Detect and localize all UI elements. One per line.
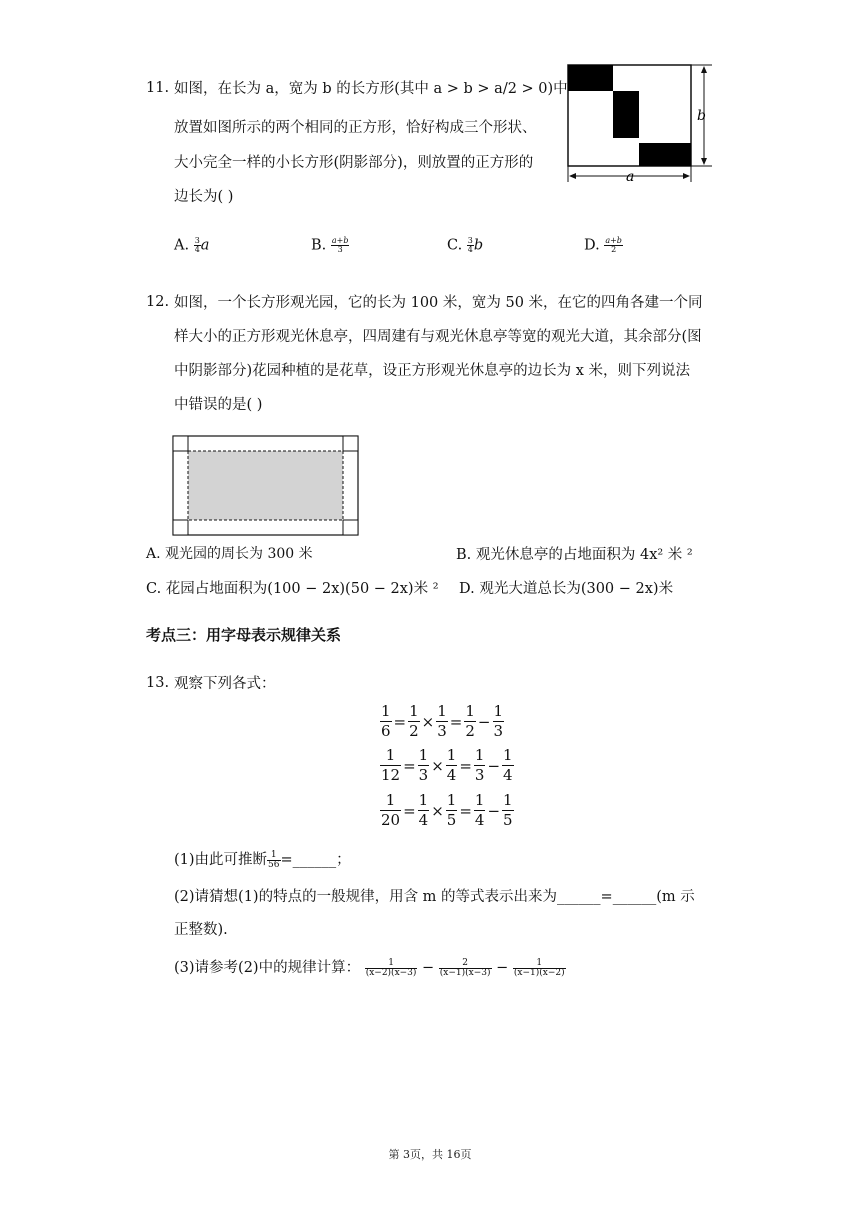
q12-option-c[interactable]: C. 花园占地面积为(100 − 2x)(50 − 2x)米 ²: [146, 581, 439, 597]
q12-figure: [172, 435, 360, 537]
pavilion-bottom-right: [343, 520, 358, 535]
q12-line-4: 中错误的是( ): [174, 397, 263, 413]
q11-option-c[interactable]: C. $\frac{3}{4}$ b: [447, 236, 484, 254]
page-footer: 第 3页，共 16页: [388, 1148, 472, 1161]
q12-line-3: 中阴影部分)花园种植的是花草，设正方形观光休息亭的边长为 x 米，则下列说法: [174, 363, 691, 379]
q11-option-a[interactable]: A. $\frac{3}{4}$ a: [174, 236, 210, 254]
q13-part-2-line-1: (2)请猜想(1)的特点的一般规律，用含 m 的等式表示出来为______=______(m 示: [174, 889, 695, 905]
q11-line-3: 大小完全一样的小长方形(阴影部分)，则放置的正方形的: [174, 155, 534, 171]
fraction: $\frac{3}{4}$: [467, 236, 473, 254]
label-b: b: [697, 108, 706, 124]
q13-part-3: (3)请参考(2)中的规律计算： $\frac{1}{(x-2)(x-3)}$ − $\frac{2}{(x-1)(x-3)}$ − $\frac{1}{(x-1)(x-2)}$: [174, 957, 565, 978]
fraction: $\frac{3}{4}$: [194, 236, 200, 254]
q11-option-b[interactable]: B. $\frac{a+b}{3}$: [311, 236, 349, 254]
fraction: $\frac{a+b}{3}$: [331, 236, 349, 254]
shaded-rect-2: [613, 91, 639, 138]
pavilion-top-right: [343, 436, 358, 451]
q13-number: 13.: [146, 675, 170, 691]
fraction: $\frac{a+b}{2}$: [605, 236, 622, 254]
q11-line-4: 边长为( ): [174, 189, 234, 205]
section-title: 考点三：用字母表示规律关系: [146, 626, 342, 644]
q13-part-2-line-2: 正整数).: [174, 922, 228, 938]
q11-figure: [562, 60, 722, 190]
garden-shaded-area: [188, 451, 343, 520]
q13-part-1: (1)由此可推断 $\frac{1}{56}$ =______；: [174, 849, 351, 870]
q12-option-d[interactable]: D. 观光大道总长为(300 − 2x)米: [459, 581, 674, 597]
q12-line-2: 样大小的正方形观光休息亭，四周建有与观光休息亭等宽的观光大道，其余部分(图: [174, 329, 702, 345]
q11-number: 11.: [146, 80, 170, 96]
q13-intro: 观察下列各式：: [174, 676, 276, 692]
q12-option-b[interactable]: B. 观光休息亭的占地面积为 4x² 米 ²: [456, 547, 693, 563]
q12-line-1: 如图，一个长方形观光园，它的长为 100 米，宽为 50 米，在它的四角各建一个同: [174, 295, 703, 311]
label-a: a: [626, 169, 635, 185]
equation-row-2: $\frac{1}{12}$ = $\frac{1}{3}$ × $\frac{1}{4}$ = $\frac{1}{3}$ − $\frac{1}{4}$: [381, 746, 513, 784]
q11-line-1: 如图，在长为 a，宽为 b 的长方形(其中 a > b > a/2 > 0)中: [174, 81, 568, 97]
shaded-rect-1: [568, 65, 613, 91]
shaded-rect-3: [639, 143, 691, 166]
equation-row-3: $\frac{1}{20}$ = $\frac{1}{4}$ × $\frac{1}{5}$ = $\frac{1}{4}$ − $\frac{1}{5}$: [381, 791, 513, 829]
q12-number: 12.: [146, 294, 170, 310]
pavilion-top-left: [173, 436, 188, 451]
pavilion-bottom-left: [173, 520, 188, 535]
q12-option-a[interactable]: A. 观光园的周长为 300 米: [146, 546, 313, 562]
equation-row-1: $\frac{1}{6}$ = $\frac{1}{2}$ × $\frac{1}{3}$ = $\frac{1}{2}$ − $\frac{1}{3}$: [381, 702, 504, 740]
q11-option-d[interactable]: D. $\frac{a+b}{2}$: [584, 236, 622, 254]
q11-line-2: 放置如图所示的两个相同的正方形，恰好构成三个形状、: [174, 120, 537, 136]
